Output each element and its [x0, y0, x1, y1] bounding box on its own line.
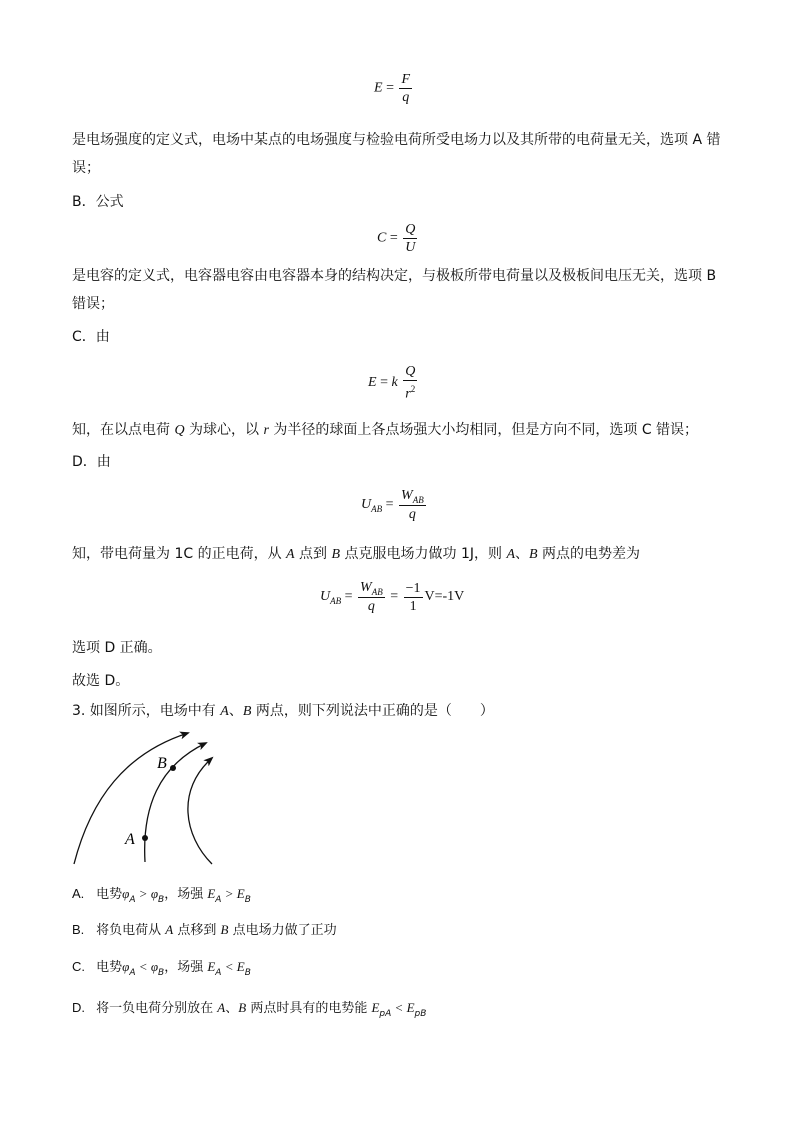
paragraph-b-heading: B．公式: [72, 194, 124, 210]
paragraph-d-heading: D．由: [72, 454, 111, 470]
field-lines-figure: [66, 728, 226, 868]
question-3-stem: 3. 如图所示，电场中有 A、B 两点，则下列说法中正确的是（ ）: [72, 703, 494, 719]
point-b-dot: [170, 765, 176, 771]
point-a-dot: [142, 835, 148, 841]
option-c[interactable]: C. 电势$\varphi_A < \varphi_B$，场强 $E_A < E_B$: [72, 959, 251, 978]
paragraph-d-correct: 选项 D 正确。: [72, 640, 162, 656]
option-a[interactable]: A. 电势$\varphi_A > \varphi_B$，场强 $E_A > E_B$: [72, 886, 251, 905]
paragraph-c-heading: C．由: [72, 329, 110, 345]
paragraph-option-d-explanation: 知，带电荷量为 1C 的正电荷，从 A 点到 B 点克服电场力做功 1J，则 A、B 两点的电势差为: [72, 546, 641, 562]
option-d[interactable]: D. 将一负电荷分别放在 A、B 两点时具有的电势能 $E_{pA} < E_{pB}$: [72, 1000, 427, 1019]
formula-capacitance-definition: C = $\frac{Q}{U}$: [377, 222, 416, 255]
option-b[interactable]: B. 将负电荷从 A 点移到 B 点电场力做了正功: [72, 922, 337, 938]
point-b-label: B: [157, 755, 167, 772]
formula-field-definition: E = $\frac{F}{q}$: [374, 72, 411, 105]
paragraph-option-c-explanation: 知，在以点电荷 Q 为球心，以 r 为半径的球面上各点场强大小均相同，但是方向不同，选项 C 错误；: [72, 422, 699, 438]
paragraph-answer: 故选 D。: [72, 673, 130, 689]
paragraph-option-b-explanation: 是电容的定义式，电容器电容由电容器本身的结构决定，与极板所带电荷量以及极板间电压无关，选项 B 错误；: [72, 268, 717, 312]
formula-point-charge-field: E = k $\frac{Q}{r^2}$: [368, 364, 416, 402]
point-a-label: A: [125, 831, 135, 848]
formula-potential-difference-definition: $U_{AB}$ = $\frac{W_{AB}}{q}$: [361, 488, 424, 522]
formula-potential-difference-calculation: $U_{AB}$ = $\frac{W_{AB}}{q}$ = $\frac{-1}{1}$ V=-1V: [320, 580, 465, 614]
field-line-right: [188, 758, 212, 864]
paragraph-option-a-explanation: 是电场强度的定义式，电场中某点的电场强度与检验电荷所受电场力以及其所带的电荷量无关，选项 A 错 误；: [72, 132, 721, 176]
